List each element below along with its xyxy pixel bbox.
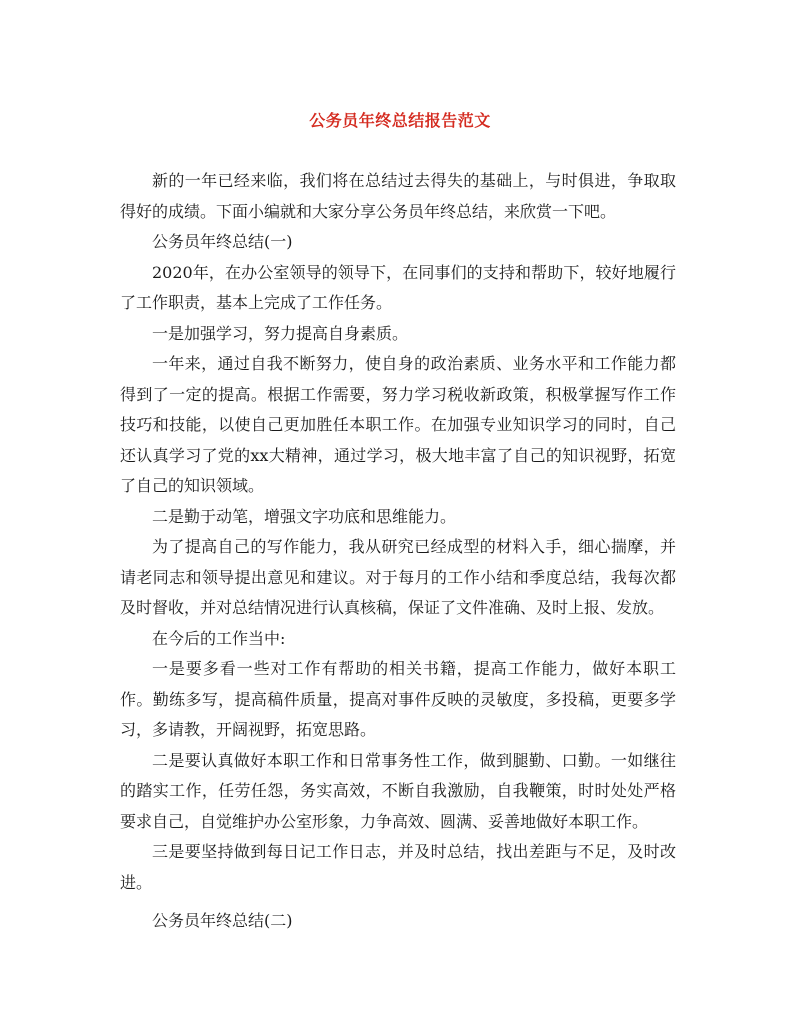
body-paragraph: 一年来，通过自我不断努力，使自身的政治素质、业务水平和工作能力都得到了一定的提高。根据工作需要，努力学习税收新政策，积极掌握写作工作技巧和技能，以使自己更加胜任本职工作。在加强专业知识学习的同时，自己还认真学习了党的xx大精神，通过学习，极大地丰富了自己的知识视野，拓宽了自己的知识领域。: [120, 354, 676, 495]
body-paragraph: 2020年，在办公室领导的领导下，在同事们的支持和帮助下，较好地履行了工作职责，基本上完成了工作任务。: [120, 262, 676, 312]
body-paragraph: 三是要坚持做到每日记工作日志，并及时总结，找出差距与不足，及时改进。: [120, 842, 676, 892]
body-paragraph: 为了提高自己的写作能力，我从研究已经成型的材料入手，细心揣摩，并请老同志和领导提出意见和建议。对于每月的工作小结和季度总结，我每次都及时督收，并对总结情况进行认真核稿，保证了文件准确、及时上报、发放。: [120, 537, 676, 617]
body-paragraph: 二是要认真做好本职工作和日常事务性工作，做到腿勤、口勤。一如继往的踏实工作，任劳任怨，务实高效，不断自我激励，自我鞭策，时时处处严格要求自己，自觉维护办公室形象，力争高效、圆满、妥善地做好本职工作。: [120, 750, 676, 831]
section-heading-2: 公务员年终总结(二): [152, 911, 293, 930]
body-paragraph: 一是要多看一些对工作有帮助的相关书籍，提高工作能力，做好本职工作。勤练多写，提高稿件质量，提高对事件反映的灵敏度，多投稿，更要多学习，多请教，开阔视野，拓宽思路。: [120, 659, 676, 739]
point-heading-2: 二是勤于动笔，增强文字功底和思维能力。: [152, 506, 457, 526]
sub-heading: 在今后的工作当中:: [152, 628, 286, 648]
document-body: [120, 166, 676, 937]
intro-paragraph: 新的一年已经来临，我们将在总结过去得失的基础上，与时俱进，争取取得好的成绩。下面小编就和大家分享公务员年终总结，来欣赏一下吧。: [120, 171, 676, 221]
point-heading-1: 一是加强学习，努力提高自身素质。: [152, 323, 409, 343]
document-title: 公务员年终总结报告范文: [309, 111, 491, 130]
section-heading-1: 公务员年终总结(一): [152, 232, 293, 251]
